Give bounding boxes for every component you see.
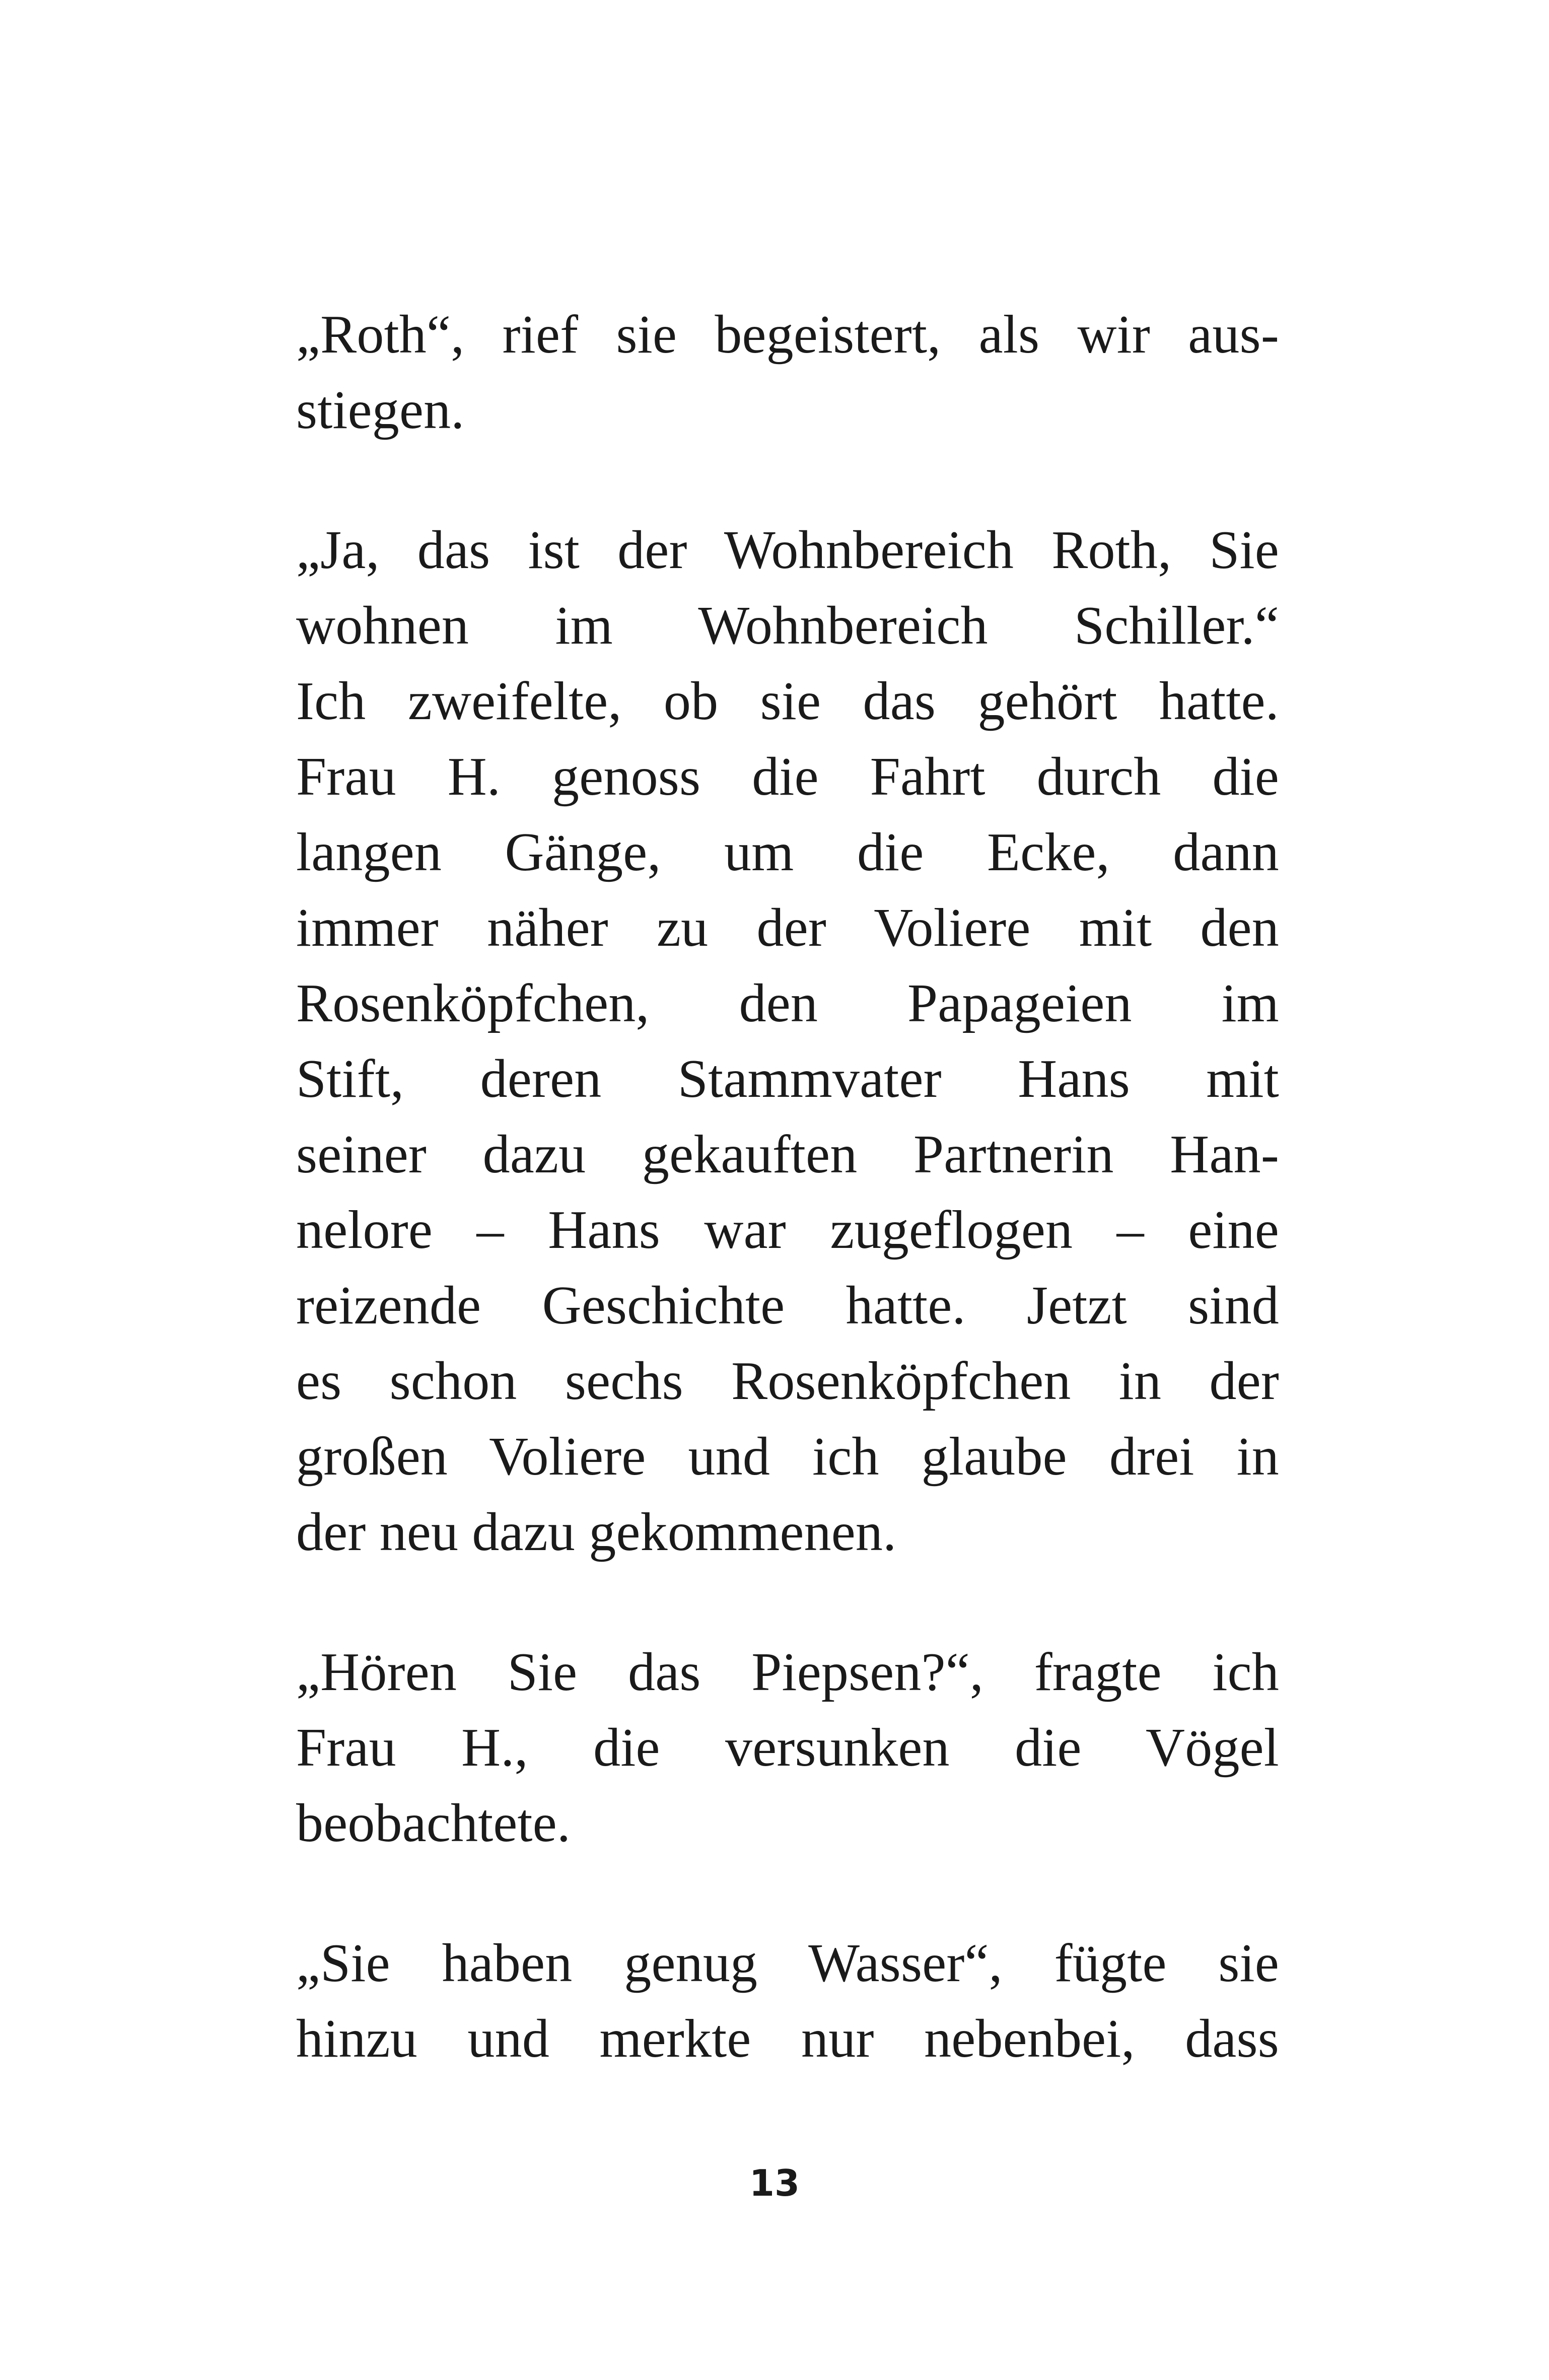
text-line: langen Gänge, um die Ecke, dann — [296, 822, 1279, 882]
text-line: stiegen. — [296, 380, 465, 440]
text-line: Frau H., die versunken die Vögel — [296, 1718, 1279, 1778]
text-line: es schon sechs Rosenköpfchen in der — [296, 1351, 1279, 1411]
paragraph-spacer — [296, 1861, 1279, 1926]
paragraph-spacer — [296, 1570, 1279, 1635]
paragraph-4 — [296, 1926, 1279, 2077]
text-line: reizende Geschichte hatte. Jetzt sind — [296, 1276, 1279, 1336]
text-line: wohnen im Wohnbereich Schiller.“ — [296, 596, 1279, 656]
text-line: „Roth“, rief sie begeistert, als wir aus- — [296, 305, 1279, 365]
paragraph-1 — [296, 297, 1279, 448]
text-line: der neu dazu gekommenen. — [296, 1502, 897, 1562]
text-line: seiner dazu gekauften Partnerin Han- — [296, 1125, 1279, 1184]
text-line: Rosenköpfchen, den Papageien im — [296, 973, 1279, 1033]
text-line: nelore – Hans war zugeflogen – eine — [296, 1200, 1279, 1260]
text-line: großen Voliere und ich glaube drei in — [296, 1427, 1279, 1487]
body-text — [296, 297, 1279, 2077]
text-line: beobachtete. — [296, 1793, 571, 1853]
paragraph-spacer — [296, 448, 1279, 513]
paragraph-3 — [296, 1635, 1279, 1861]
text-line: „Hören Sie das Piepsen?“, fragte ich — [296, 1642, 1279, 1702]
text-line: Frau H. genoss die Fahrt durch die — [296, 747, 1279, 807]
paragraph-2 — [296, 513, 1279, 1570]
text-line: „Ja, das ist der Wohnbereich Roth, Sie — [296, 520, 1279, 580]
text-line: „Sie haben genug Wasser“, fügte sie — [296, 1933, 1279, 1993]
text-line: immer näher zu der Voliere mit den — [296, 898, 1279, 958]
text-line: Ich zweifelte, ob sie das gehört hatte. — [296, 671, 1279, 731]
text-line: Stift, deren Stammvater Hans mit — [296, 1049, 1279, 1109]
text-line: hinzu und merkte nur nebenbei, dass — [296, 2009, 1279, 2069]
page-number: 13 — [749, 2162, 800, 2204]
